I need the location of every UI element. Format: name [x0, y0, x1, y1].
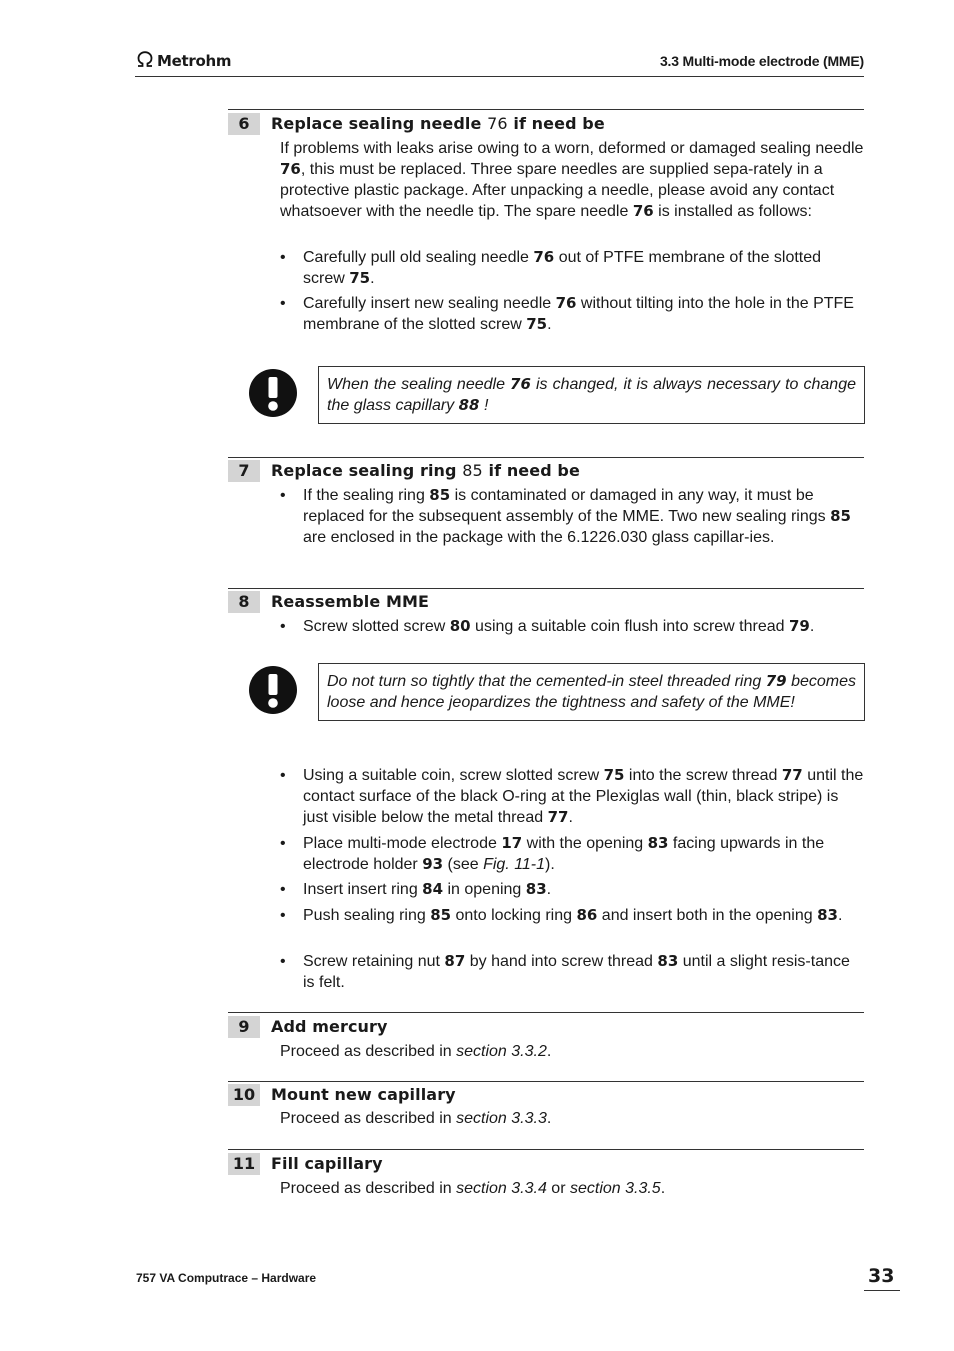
- step-title: Mount new capillary: [271, 1085, 456, 1104]
- step-divider: [228, 1081, 864, 1082]
- running-header-title: 3.3 Multi-mode electrode (MME): [659, 53, 864, 69]
- step-title: Fill capillary: [271, 1154, 383, 1173]
- section-link[interactable]: section 3.3.4: [456, 1180, 547, 1197]
- step-number: 11: [228, 1153, 260, 1175]
- list-item: • Screw retaining nut 87 by hand into screw thread 83 until a slight resis-tance is felt.: [280, 952, 850, 991]
- step-title: Reassemble MME: [271, 592, 430, 611]
- header-divider: [135, 76, 864, 77]
- step-title: Add mercury: [271, 1017, 388, 1036]
- step-number: 9: [228, 1016, 260, 1038]
- list-item: • Place multi-mode electrode 17 with the opening 83 facing upwards in the electrode holder 93 (see Fig. 11-1).: [280, 834, 825, 873]
- warning-icon: [248, 665, 298, 715]
- omega-logo-icon: [136, 50, 154, 73]
- footer-product-name: 757 VA Computrace – Hardware: [136, 1271, 317, 1285]
- step-divider: [228, 109, 864, 110]
- step-divider: [228, 1012, 864, 1013]
- section-link[interactable]: section 3.3.3: [456, 1110, 547, 1127]
- list-item: • If the sealing ring 85 is contaminated or damaged in any way, it must be replaced for the subsequent assembly of the MME. Two new sealing rings 85 are enclosed in the package with the 6.1226.030 glass capillar-ies.: [280, 486, 851, 546]
- step-divider: [228, 1149, 864, 1150]
- step-11-text: Proceed as described in section 3.3.4 or section 3.3.5.: [280, 1180, 666, 1197]
- step-number: 6: [228, 113, 260, 135]
- section-link[interactable]: section 3.3.2: [456, 1043, 547, 1060]
- brand-name: Metrohm: [157, 52, 232, 70]
- step-6-intro: If problems with leaks arise owing to a worn, deformed or damaged sealing needle 76, this must be replaced. Three spare needles are supplied sepa-rately in a protective plastic package. After unpacking a needle, please avoid any contact whatsoever with the needle tip. The spare needle 76 is installed as follows:: [280, 140, 864, 220]
- step-number: 8: [228, 591, 260, 613]
- step-title: Replace sealing ring 85 if need be: [271, 461, 580, 480]
- note-box: When the sealing needle 76 is changed, it is always necessary to change the glass capillary 88 !: [318, 366, 865, 424]
- step-number: 7: [228, 460, 260, 482]
- step-divider: [228, 457, 864, 458]
- figure-reference: Fig. 11-1: [483, 856, 546, 873]
- step-divider: [228, 588, 864, 589]
- list-item: • Screw slotted screw 80 using a suitable coin flush into screw thread 79.: [280, 617, 815, 635]
- step-10-text: Proceed as described in section 3.3.3.: [280, 1110, 552, 1127]
- list-item: • Carefully insert new sealing needle 76 without tilting into the hole in the PTFE membrane of the slotted screw 75.: [280, 294, 854, 333]
- step-title: Replace sealing needle 76 if need be: [271, 114, 605, 133]
- list-item: • Insert insert ring 84 in opening 83.: [280, 880, 552, 898]
- note-box: Do not turn so tightly that the cemented-in steel threaded ring 79 becomes loose and hence jeopardizes the tightness and safety of the MME!: [318, 663, 865, 721]
- step-9-text: Proceed as described in section 3.3.2.: [280, 1043, 552, 1060]
- warning-icon: [248, 368, 298, 418]
- list-item: • Push sealing ring 85 onto locking ring 86 and insert both in the opening 83.: [280, 906, 843, 924]
- step-number: 10: [228, 1084, 260, 1106]
- list-item: • Using a suitable coin, screw slotted screw 75 into the screw thread 77 until the contact surface of the black O-ring at the Plexiglas wall (thin, black stripe) is just visible below the metal thread 77.: [280, 766, 864, 826]
- list-item: • Carefully pull old sealing needle 76 out of PTFE membrane of the slotted screw 75.: [280, 248, 822, 287]
- brand-logo: [136, 50, 231, 72]
- page-number: 33: [868, 1265, 895, 1287]
- section-link[interactable]: section 3.3.5: [569, 1180, 661, 1197]
- page-number-underline: [864, 1290, 900, 1291]
